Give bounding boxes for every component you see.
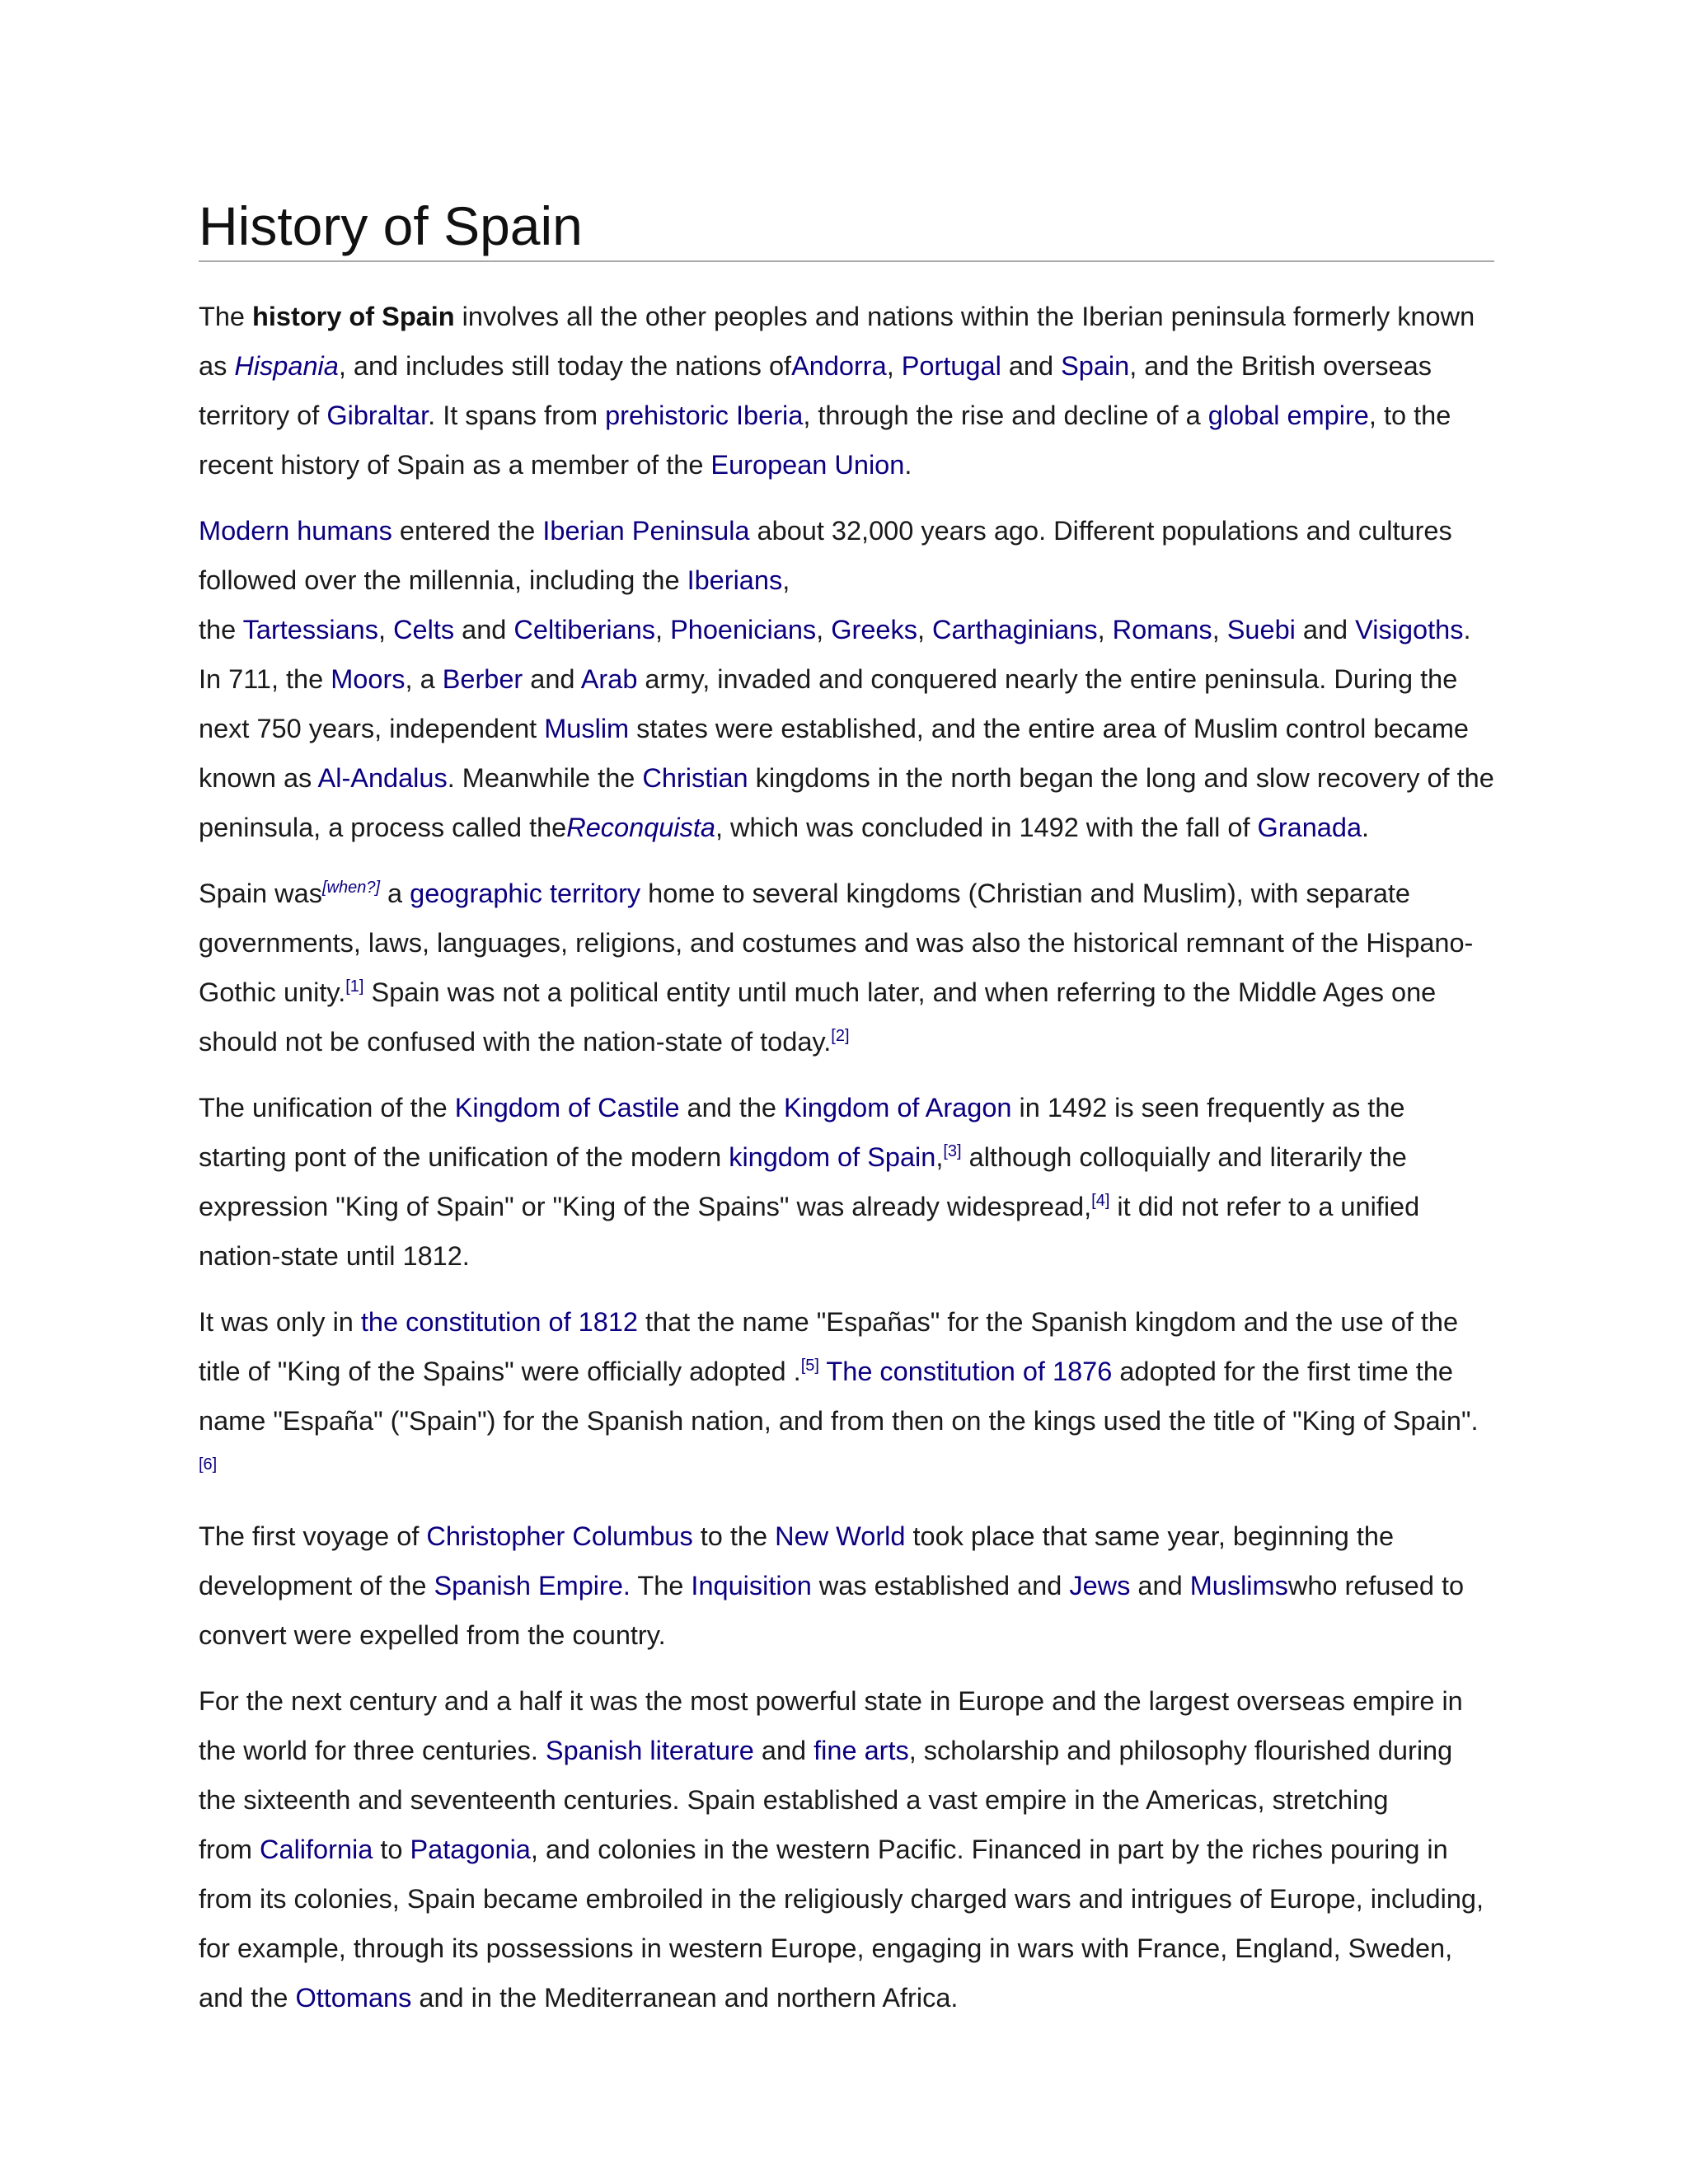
link-constitution-1876[interactable]: The constitution of 1876 — [826, 1357, 1113, 1386]
link-geographic-territory[interactable]: geographic territory — [410, 879, 641, 908]
link-romans[interactable]: Romans — [1112, 615, 1212, 644]
link-phoenicians[interactable]: Phoenicians — [670, 615, 817, 644]
link-greeks[interactable]: Greeks — [831, 615, 917, 644]
link-tartessians[interactable]: Tartessians — [242, 615, 378, 644]
link-kingdom-of-aragon[interactable]: Kingdom of Aragon — [784, 1093, 1012, 1122]
link-global-empire[interactable]: global empire — [1207, 401, 1369, 430]
link-celtiberians[interactable]: Celtiberians — [513, 615, 656, 644]
link-kingdom-of-castile[interactable]: Kingdom of Castile — [454, 1093, 680, 1122]
link-celts[interactable]: Celts — [393, 615, 455, 644]
link-reconquista[interactable]: Reconquista — [566, 813, 715, 842]
link-hispania[interactable]: Hispania — [234, 351, 339, 381]
reference-4[interactable]: [4] — [1091, 1192, 1110, 1211]
reference-1[interactable]: [1] — [345, 977, 364, 996]
link-california[interactable]: California — [260, 1835, 373, 1864]
link-prehistoric-iberia[interactable]: prehistoric Iberia — [605, 401, 804, 430]
link-al-andalus[interactable]: Al-Andalus — [317, 763, 448, 793]
unification-paragraph: The unification of the Kingdom of Castile and the Kingdom of Aragon in 1492 is seen frequently as the starting pont of the unification of the modern kingdom of Spain,[3] although colloquially and literarily the expression "King of Spain" or "King of the Spains" was already widespread,[4] it did not refer to a unified nation-state until 1812. — [199, 1093, 1420, 1271]
link-moors[interactable]: Moors — [331, 664, 406, 694]
page-title: History of Spain — [199, 193, 1494, 262]
reference-2[interactable]: [2] — [831, 1027, 850, 1046]
link-constitution-1812[interactable]: the constitution of 1812 — [360, 1307, 638, 1337]
prehistory-paragraph: Modern humans entered the Iberian Peninsula about 32,000 years ago. Different populations and cultures followed over the millennia, including the Iberians, the Tartessians, Celts and Celtiberians, Phoenicians, Greeks, Carthaginians, Romans, Suebi and Visigoths. In 711, the Moors, a Berber and Arab army, invaded and conquered nearly the entire peninsula. During the next 750 years, independent Muslim states were established, and the entire area of Muslim control became known as Al-Andalus. Meanwhile the Christian kingdoms in the north began the long and slow recovery of the peninsula, a process called theReconquista, which was concluded in 1492 with the fall of Granada. — [199, 516, 1494, 842]
link-iberian-peninsula[interactable]: Iberian Peninsula — [542, 516, 750, 546]
link-inquisition[interactable]: Inquisition — [691, 1571, 812, 1601]
bold-term: history of Spain — [252, 302, 455, 331]
link-arab[interactable]: Arab — [580, 664, 638, 694]
link-christopher-columbus[interactable]: Christopher Columbus — [426, 1521, 693, 1551]
link-muslim[interactable]: Muslim — [544, 714, 630, 743]
link-berber[interactable]: Berber — [442, 664, 523, 694]
reference-3[interactable]: [3] — [943, 1142, 962, 1161]
link-patagonia[interactable]: Patagonia — [410, 1835, 531, 1864]
citation-needed-when[interactable]: [when?] — [321, 879, 381, 898]
link-new-world[interactable]: New World — [775, 1521, 906, 1551]
reference-6[interactable]: [6] — [199, 1455, 218, 1474]
link-carthaginians[interactable]: Carthaginians — [932, 615, 1098, 644]
link-suebi[interactable]: Suebi — [1226, 615, 1296, 644]
empire-paragraph: For the next century and a half it was the most powerful state in Europe and the largest overseas empire in the world for three centuries. Spanish literature and fine arts, scholarship and philosophy flourished during the sixteenth and seventeenth centuries. Spain established a vast empire in the Americas, stretching from California to Patagonia, and colonies in the western Pacific. Financed in part by the riches pouring in from its colonies, Spain became embroiled in the religiously charged wars and intrigues of Europe, including, for example, through its possessions in western Europe, engaging in wars with France, England, Sweden, and the Ottomans and in the Mediterranean and northern Africa. — [199, 1686, 1484, 2013]
link-ottomans[interactable]: Ottomans — [295, 1983, 412, 2013]
link-christian[interactable]: Christian — [642, 763, 748, 793]
link-spanish-literature[interactable]: Spanish literature — [545, 1736, 754, 1765]
link-fine-arts[interactable]: fine arts — [814, 1736, 909, 1765]
link-visigoths[interactable]: Visigoths — [1355, 615, 1464, 644]
constitution-paragraph: It was only in the constitution of 1812 that the name "Españas" for the Spanish kingdom and the use of the title of "King of the Spains" were officially adopted .[5] The constitution of 1876 adopted for the first time the name "España" ("Spain") for the Spanish nation, and from then on the kings used the title of "King of Spain".[6] — [199, 1307, 1479, 1474]
territory-paragraph: Spain was[when?] a geographic territory home to several kingdoms (Christian and Muslim), with separate governments, laws, languages, religions, and costumes and was also the historical remnant of the Hispano-Gothic unity.[1] Spain was not a political entity until much later, and when referring to the Middle Ages one should not be confused with the nation-state of today.[2] — [199, 879, 1474, 1057]
link-iberians[interactable]: Iberians — [687, 565, 783, 595]
link-granada[interactable]: Granada — [1257, 813, 1362, 842]
columbus-paragraph: The first voyage of Christopher Columbus to the New World took place that same year, beginning the development of the Spanish Empire. The Inquisition was established and Jews and Muslimswho refused to convert were expelled from the country. — [199, 1521, 1465, 1650]
link-spain[interactable]: Spain — [1061, 351, 1130, 381]
link-jews[interactable]: Jews — [1069, 1571, 1131, 1601]
article — [199, 193, 1494, 2022]
link-spanish-empire[interactable]: Spanish Empire. — [434, 1571, 631, 1601]
link-kingdom-of-spain[interactable]: kingdom of Spain — [729, 1142, 936, 1172]
link-european-union[interactable]: European Union — [710, 450, 905, 480]
link-gibraltar[interactable]: Gibraltar — [326, 401, 429, 430]
link-modern-humans[interactable]: Modern humans — [199, 516, 392, 546]
reference-5[interactable]: [5] — [800, 1357, 819, 1376]
intro-paragraph: The history of Spain involves all the other peoples and nations within the Iberian peninsula formerly known as Hispania, and includes still today the nations ofAndorra, Portugal and Spain, and the British overseas territory of Gibraltar. It spans from prehistoric Iberia, through the rise and decline of a global empire, to the recent history of Spain as a member of the European Union. — [199, 302, 1475, 480]
link-portugal[interactable]: Portugal — [901, 351, 1001, 381]
link-andorra[interactable]: Andorra — [791, 351, 887, 381]
link-muslims[interactable]: Muslims — [1189, 1571, 1288, 1601]
